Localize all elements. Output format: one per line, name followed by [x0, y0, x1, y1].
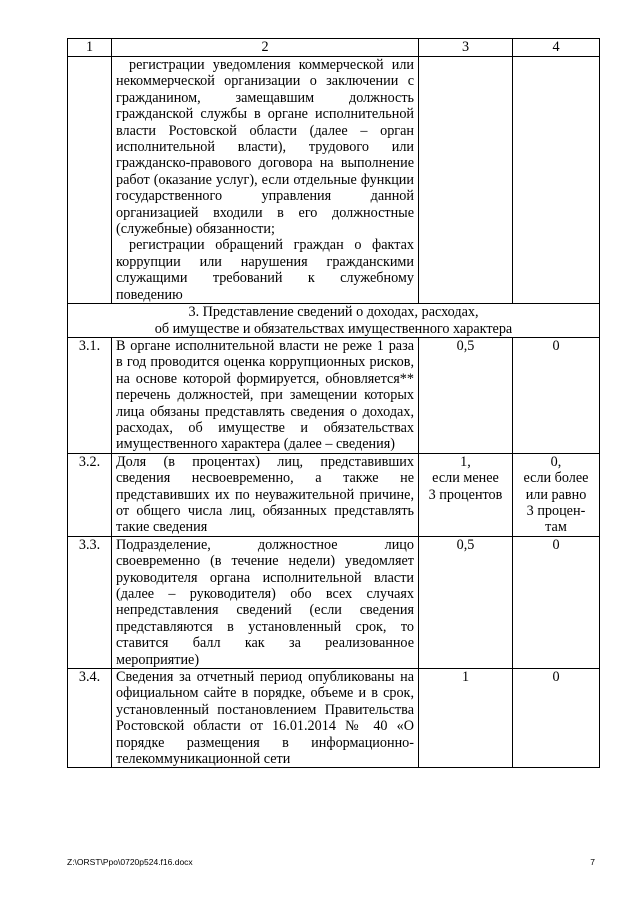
row-score-alt-line: если более	[523, 470, 589, 487]
row-score-line: 1	[461, 669, 470, 686]
table-row	[68, 669, 600, 768]
continuation-paragraph-2: регистрации обращений граждан о фактах коррупции или нарушения гражданскими служащими требований к служебному поведению	[116, 237, 414, 303]
section-heading-row	[68, 304, 600, 338]
row-number: 3.3.	[68, 536, 112, 668]
row-description: В органе исполнительной власти не реже 1 раза в год проводится оценка коррупционных рисков, на основе которой формируется, обновляется** перечень должностей, при замещении которых лица обязаны представлять сведения о доходах, расходах, об имуществе и обязательствах имущественного характера (далее – сведения)	[112, 337, 419, 453]
row-number: 3.2.	[68, 453, 112, 536]
row-score	[419, 536, 513, 668]
criteria-table	[67, 38, 600, 768]
row-score-alt-line: там	[545, 519, 567, 536]
row-score-alt	[513, 669, 600, 768]
row-number: 3.4.	[68, 669, 112, 768]
row-description: Доля (в процентах) лиц, представивших сведения несвоевременно, а также не представивших их по неуважительной причине, от общего числа лиц, обязанных представлять такие сведения	[112, 453, 419, 536]
row-score-alt-line: 0,	[550, 453, 562, 470]
section-heading-line-1: 3. Представление сведений о доходах, расходах,	[188, 304, 479, 321]
row-description: Сведения за отчетный период опубликованы на официальном сайте в порядке, объеме и в срок, установленный постановлением Правительства Ростовской области от 16.01.2014 № 40 «О порядке размещения в информационно-телекоммуникационной сети	[112, 669, 419, 768]
continuation-text-cell	[112, 57, 419, 304]
row-number: 3.1.	[68, 337, 112, 453]
table-row	[68, 453, 600, 536]
row-score-line: если менее	[432, 470, 499, 487]
row-score-line: 3 процентов	[428, 486, 503, 503]
file-path: Z:\ORST\Ppo\0720p524.f16.docx	[67, 857, 193, 867]
row-score-alt	[513, 453, 600, 536]
continuation-number-cell	[68, 57, 112, 304]
continuation-score-cell	[419, 57, 513, 304]
row-score-alt-line: 0	[552, 669, 560, 686]
row-score-alt	[513, 536, 600, 668]
row-score	[419, 337, 513, 453]
row-score-alt-line: 3 процен-	[526, 502, 586, 519]
column-number-row	[68, 39, 600, 57]
row-description: Подразделение, должностное лицо своевременно (в течение недели) уведомляет руководителя органа исполнительной власти (далее – руководителя) обо всех случаях непредставления сведений (если сведения представляются в установленный срок, то ставится балл как за реализованное мероприятие)	[112, 536, 419, 668]
row-score-line: 0,5	[456, 337, 475, 354]
table-row	[68, 536, 600, 668]
row-score-line: 0,5	[456, 536, 475, 553]
row-score	[419, 453, 513, 536]
page-number: 7	[590, 857, 595, 867]
continuation-row	[68, 57, 600, 304]
row-score	[419, 669, 513, 768]
section-heading-line-2: об имуществе и обязательствах имущественного характера	[154, 320, 513, 337]
table-row	[68, 337, 600, 453]
column-number-3: 3	[419, 39, 513, 57]
column-number-2: 2	[112, 39, 419, 57]
row-score-line: 1,	[460, 453, 471, 470]
row-score-alt-line: 0	[552, 536, 560, 553]
row-score-alt	[513, 337, 600, 453]
column-number-1: 1	[68, 39, 112, 57]
column-number-4: 4	[513, 39, 600, 57]
row-score-alt-line: 0	[552, 337, 560, 354]
section-heading	[68, 304, 600, 338]
row-score-alt-line: или равно	[525, 486, 587, 503]
continuation-zero-cell	[513, 57, 600, 304]
continuation-paragraph-1: регистрации уведомления коммерческой или некоммерческой организации о заключении с гражданином, замещавшим должность гражданской службы в органе исполнительной власти Ростовской области (далее – орган исполнительной власти), трудового или гражданско-правового договора на выполнение работ (оказание услуг), если отдельные функции государственного управления данной организацией входили в его должностные (служебные) обязанности;	[116, 57, 414, 238]
